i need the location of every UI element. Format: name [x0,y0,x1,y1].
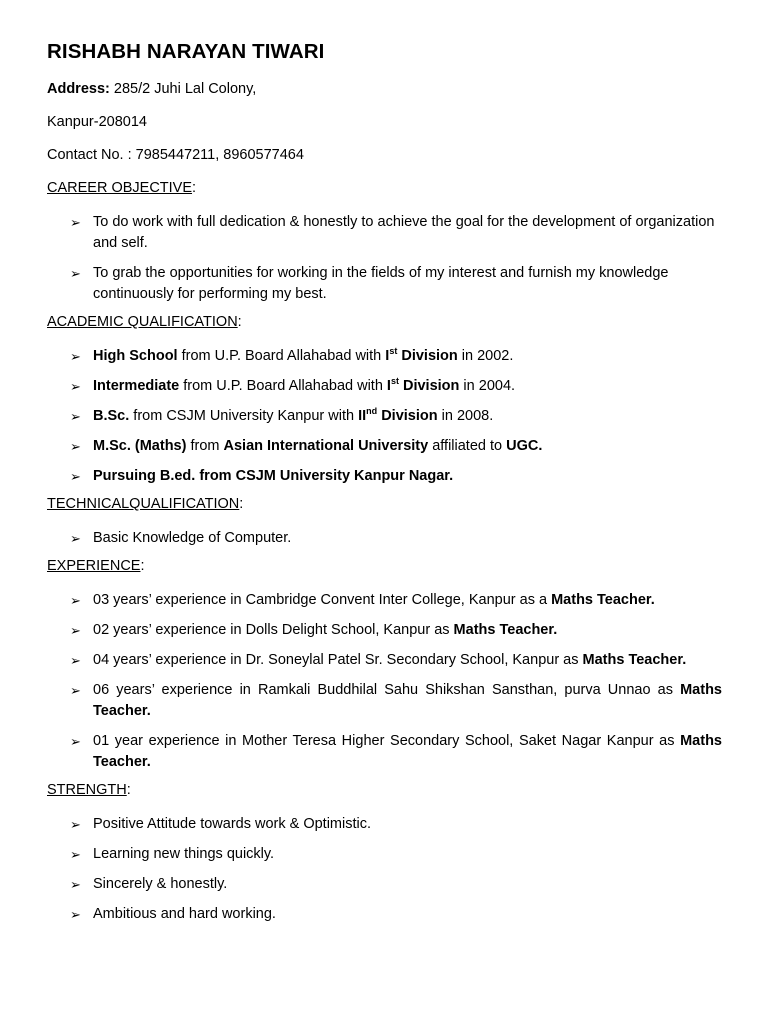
list-item: ➢ Ambitious and hard working. [47,904,722,925]
academic-qualification-heading: ACADEMIC QUALIFICATION: [47,314,242,330]
bullet-arrow-icon: ➢ [70,817,81,832]
bullet-arrow-icon: ➢ [70,531,81,546]
address-line [47,81,722,114]
address-line-2: Kanpur-208014 [47,114,147,130]
list-item: ➢ Pursuing B.ed. from CSJM University Kanpur Nagar. [47,466,722,487]
bullet-arrow-icon: ➢ [70,847,81,862]
list-item: ➢ Intermediate from U.P. Board Allahabad with Ist Division in 2004. [47,376,722,397]
list-item: ➢ M.Sc. (Maths) from Asian International University affiliated to UGC. [47,436,722,457]
bullet-arrow-icon: ➢ [70,623,81,638]
bullet-arrow-icon: ➢ [70,907,81,922]
list-item: ➢ High School from U.P. Board Allahabad with Ist Division in 2002. [47,346,722,367]
candidate-name: RISHABH NARAYAN TIWARI [47,40,325,63]
list-item: ➢ Sincerely & honestly. [47,874,722,895]
address-label: Address: [47,81,110,97]
list-item: ➢ To do work with full dedication & honestly to achieve the goal for the development of organization and self. [70,214,715,251]
list-item: ➢ Positive Attitude towards work & Optimistic. [47,814,722,835]
list-item: ➢ 04 years’ experience in Dr. Soneylal Patel Sr. Secondary School, Kanpur as Maths Teacher. [47,650,722,671]
list-item: ➢ 02 years’ experience in Dolls Delight School, Kanpur as Maths Teacher. [47,620,722,641]
contact-line: Contact No. : 7985447211, 8960577464 [47,147,304,163]
experience-heading: EXPERIENCE: [47,558,145,574]
technical-qualification-list [47,528,722,549]
list-item: ➢ 01 year experience in Mother Teresa Higher Secondary School, Saket Nagar Kanpur as Maths Teacher. [70,733,722,770]
bullet-arrow-icon: ➢ [70,593,81,608]
academic-qualification-list [47,346,722,487]
strength-list [47,814,722,925]
experience-list [47,590,722,773]
list-item: ➢ Learning new things quickly. [47,844,722,865]
bullet-arrow-icon: ➢ [70,439,81,454]
strength-heading: STRENGTH: [47,782,131,798]
list-item: ➢ B.Sc. from CSJM University Kanpur with IInd Division in 2008. [47,406,722,427]
bullet-arrow-icon: ➢ [70,215,81,230]
list-item: ➢ 06 years’ experience in Ramkali Buddhilal Sahu Shikshan Sansthan, purva Unnao as Maths Teacher. [70,682,722,719]
bullet-arrow-icon: ➢ [70,734,81,749]
bullet-arrow-icon: ➢ [70,379,81,394]
bullet-arrow-icon: ➢ [70,653,81,668]
bullet-arrow-icon: ➢ [70,469,81,484]
bullet-arrow-icon: ➢ [70,409,81,424]
bullet-arrow-icon: ➢ [70,349,81,364]
bullet-arrow-icon: ➢ [70,683,81,698]
technical-qualification-heading: TECHNICALQUALIFICATION: [47,496,244,512]
list-item: ➢ Basic Knowledge of Computer. [47,528,722,549]
list-item: ➢ 03 years’ experience in Cambridge Convent Inter College, Kanpur as a Maths Teacher. [47,590,722,611]
bullet-arrow-icon: ➢ [70,266,81,281]
address-value: 285/2 Juhi Lal Colony, [109,81,257,97]
list-item: ➢ To grab the opportunities for working in the fields of my interest and furnish my knowledge continuously for performing my best. [70,265,669,302]
career-objective-list [47,212,722,305]
career-objective-heading: CAREER OBJECTIVE: [47,180,197,196]
bullet-arrow-icon: ➢ [70,877,81,892]
